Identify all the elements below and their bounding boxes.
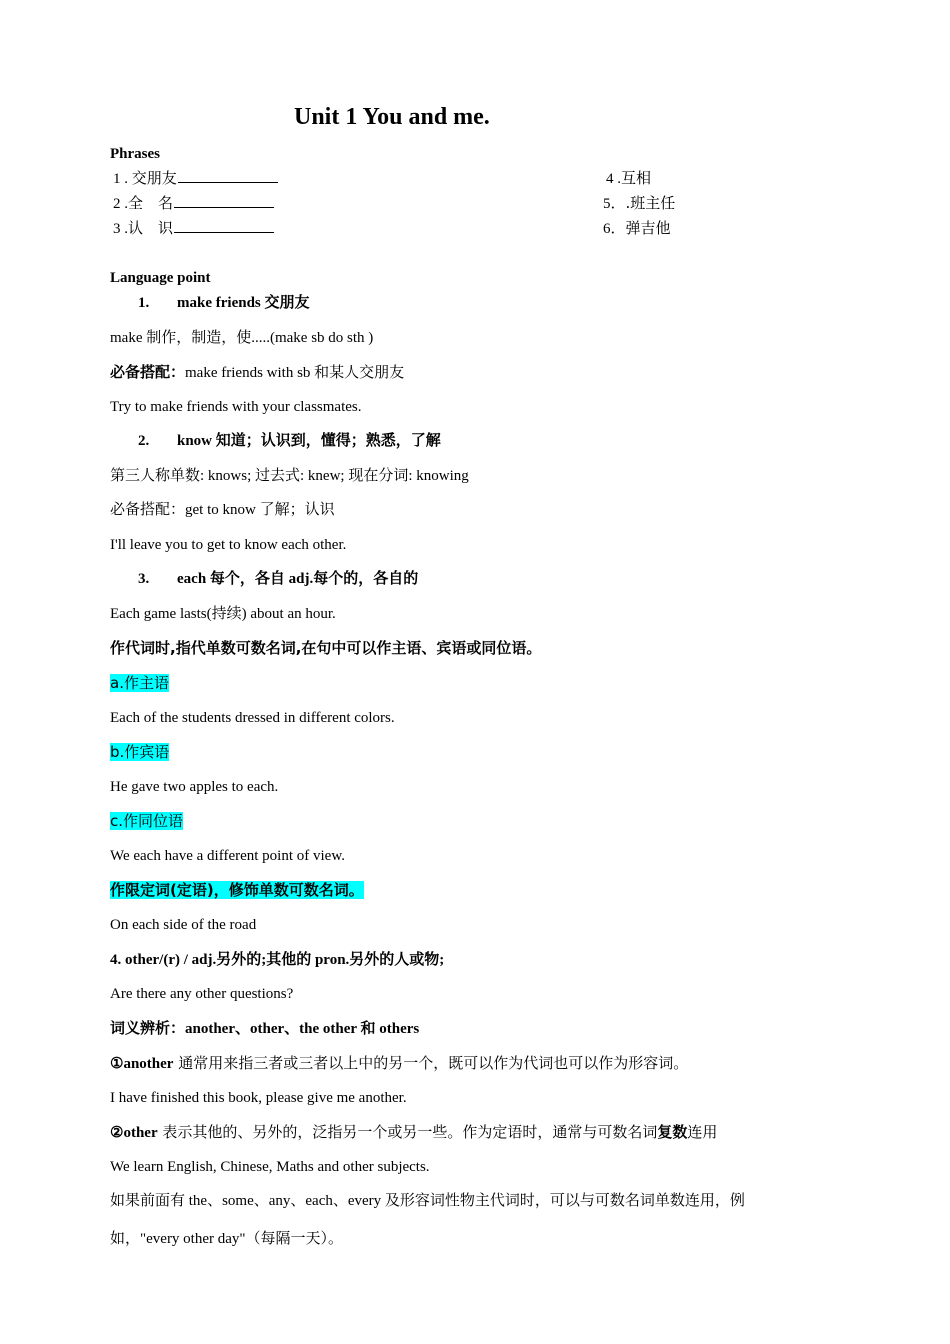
example-sentence: We each have a different point of view. <box>110 848 345 864</box>
usage-label: b.作宾语 <box>110 743 170 761</box>
example-sentence: I'll leave you to get to know each other. <box>110 537 347 553</box>
point-heading: 4. other/(r) / adj.另外的;其他的 pron.另外的人或物; <box>110 952 445 968</box>
point-number: 2. <box>138 433 150 449</box>
text-line: 必备搭配：make friends with sb 和某人交朋友 <box>110 363 405 381</box>
phrase-item: 3 .认 识 <box>113 218 274 239</box>
usage-label: 作限定词(定语)，修饰单数可数名词。 <box>110 881 364 899</box>
usage-label: a.作主语 <box>110 674 169 692</box>
document-title: Unit 1 You and me. <box>294 104 490 130</box>
comparison-heading: 词义辨析：another、other、the other 和 others <box>110 1021 420 1037</box>
answer-blank[interactable] <box>178 168 278 183</box>
text-line: ①another 通常用来指三者或三者以上中的另一个，既可以作为代词也可以作为形容词。 <box>110 1054 689 1072</box>
text-line: 必备搭配：get to know 了解；认识 <box>110 502 335 518</box>
example-sentence: Each game lasts(持续) about an hour. <box>110 606 336 622</box>
phrase-item: 4 .互相 <box>606 169 652 187</box>
point-heading: make friends 交朋友 <box>177 295 310 311</box>
phrase-item: 1 . 交朋友 <box>113 168 278 189</box>
example-sentence: Are there any other questions? <box>110 986 294 1002</box>
text-line: make 制作，制造，使.....(make sb do sth ) <box>110 330 374 346</box>
example-sentence: We learn English, Chinese, Maths and other subjects. <box>110 1159 430 1175</box>
text-line: 如，"every other day"（每隔一天）。 <box>110 1231 344 1247</box>
example-sentence: Try to make friends with your classmates. <box>110 399 362 415</box>
text-line: 如果前面有 the、some、any、each、every 及形容词性物主代词时，可以与可数名词单数连用，例 <box>110 1193 745 1209</box>
example-sentence: I have finished this book, please give me another. <box>110 1090 407 1106</box>
phrase-item: 5．.班主任 <box>603 194 676 212</box>
text-line: ②other 表示其他的、另外的，泛指另一个或另一些。作为定语时，通常与可数名词复数连用 <box>110 1123 718 1141</box>
point-number: 1. <box>138 295 150 311</box>
point-heading: each 每个，各自 adj.每个的，各自的 <box>177 571 419 587</box>
usage-label: c.作同位语 <box>110 812 184 830</box>
language-point-heading: Language point <box>110 270 211 286</box>
example-sentence: Each of the students dressed in different colors. <box>110 710 395 726</box>
phrase-item: 2 .全 名 <box>113 193 274 214</box>
example-sentence: He gave two apples to each. <box>110 779 279 795</box>
answer-blank[interactable] <box>174 218 274 233</box>
phrases-heading: Phrases <box>110 146 160 162</box>
rule-line: 作代词时,指代单数可数名词,在句中可以作主语、宾语或同位语。 <box>110 639 542 657</box>
example-sentence: On each side of the road <box>110 917 257 933</box>
point-heading: know 知道；认识到，懂得；熟悉，了解 <box>177 433 441 449</box>
answer-blank[interactable] <box>174 193 274 208</box>
point-number: 3. <box>138 571 150 587</box>
text-line: 第三人称单数: knows; 过去式: knew; 现在分词: knowing <box>110 468 469 484</box>
phrase-item: 6．弹吉他 <box>603 219 671 237</box>
